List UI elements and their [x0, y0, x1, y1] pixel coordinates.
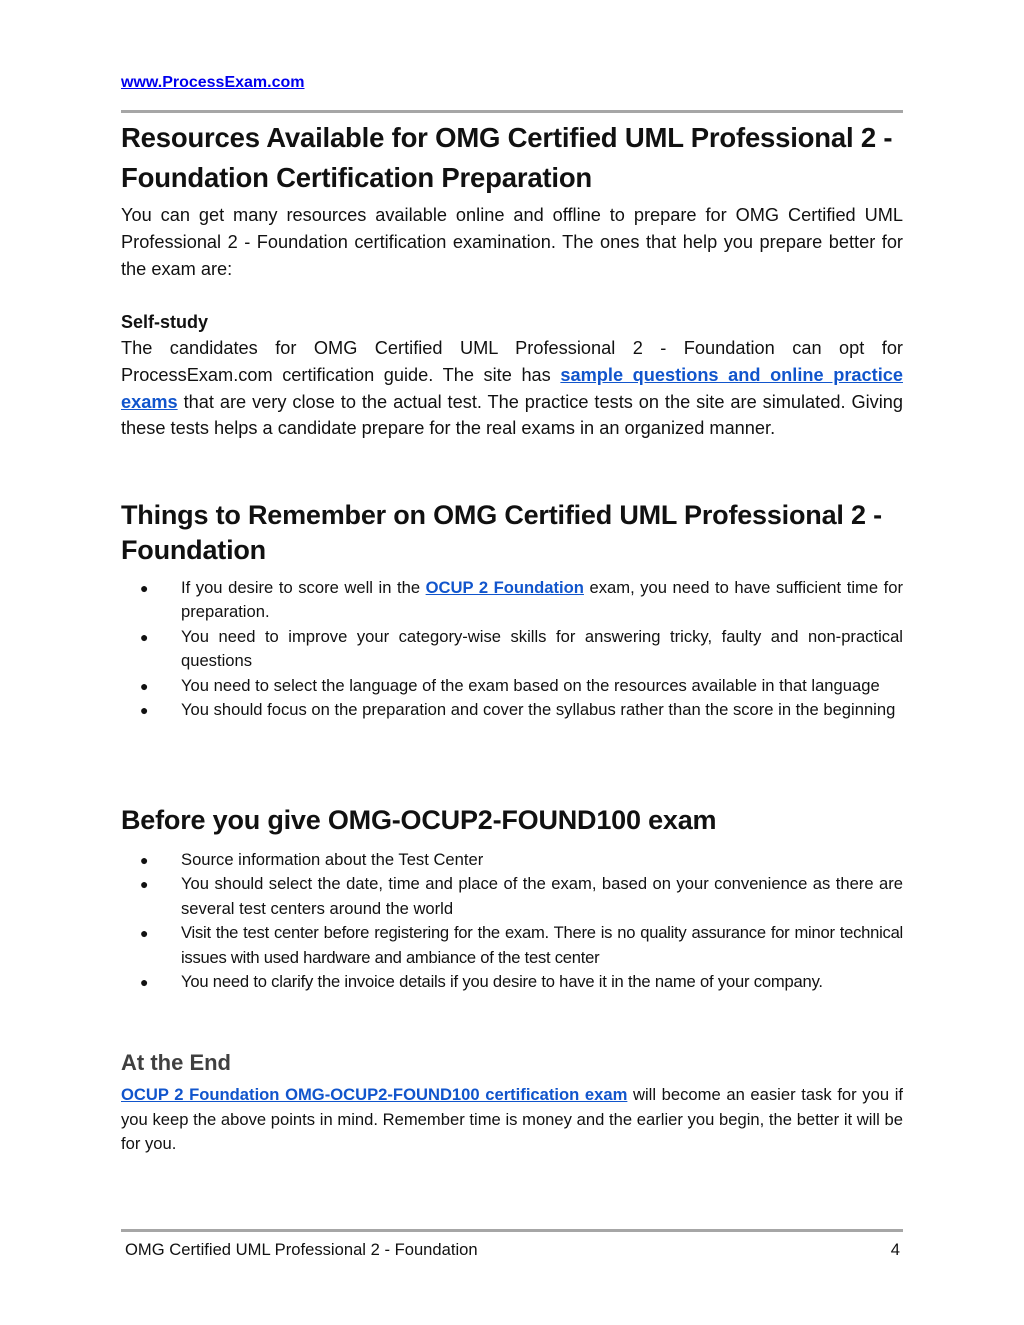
- item-text-after: exam, you need to have sufficient time for preparation.: [181, 578, 903, 622]
- certification-exam-link[interactable]: OCUP 2 Foundation OMG-OCUP2-FOUND100 certification exam: [121, 1085, 628, 1104]
- bullet-icon: ●: [140, 852, 149, 868]
- self-study-section: [121, 309, 903, 442]
- footer-title: OMG Certified UML Professional 2 - Foundation: [125, 1240, 478, 1259]
- list-item: [121, 674, 903, 698]
- footer-divider: [121, 1229, 903, 1232]
- bullet-icon: ●: [140, 974, 149, 991]
- ocup2-foundation-link[interactable]: OCUP 2 Foundation: [425, 578, 584, 597]
- list-item: [121, 698, 903, 722]
- things-heading: Things to Remember on OMG Certified UML Professional 2 - Foundation: [121, 500, 882, 565]
- list-item: [121, 625, 903, 674]
- before-heading: Before you give OMG-OCUP2-FOUND100 exam: [121, 805, 717, 835]
- list-item: [121, 848, 903, 872]
- page-number: 4: [890, 1240, 900, 1259]
- list-item: [121, 921, 903, 970]
- item-text-before: If you desire to score well in the: [181, 578, 426, 597]
- resources-intro: You can get many resources available online and offline to prepare for OMG Certified UML Professional 2 - Foundation certification examination. The ones that help you prepare better for the exam are:: [121, 205, 903, 279]
- bullet-icon: ●: [140, 876, 149, 893]
- item-text: Visit the test center before registering for the exam. There is no quality assurance for minor technical issues with used hardware and ambiance of the test center: [181, 923, 903, 967]
- things-section: [121, 498, 903, 722]
- self-study-paragraph: [121, 335, 903, 442]
- before-section: [121, 803, 903, 994]
- list-item: [121, 576, 903, 625]
- header-divider: [121, 110, 903, 113]
- end-section: [121, 1048, 903, 1157]
- item-text: You need to select the language of the exam based on the resources available in that language: [181, 675, 880, 695]
- self-study-text-after: that are very close to the actual test. The practice tests on the site are simulated. Giving these tests helps a candidate prepare for the real exams in an organized manner.: [121, 391, 903, 439]
- site-link[interactable]: www.ProcessExam.com: [121, 74, 305, 91]
- bullet-icon: ●: [140, 925, 149, 942]
- things-list: [121, 576, 903, 722]
- bullet-icon: ●: [140, 628, 149, 645]
- list-item: [121, 970, 903, 994]
- self-study-text-before: The candidates for OMG Certified UML Professional 2 - Foundation can opt for ProcessExam.com certification guide. The site has: [121, 338, 903, 385]
- end-text: will become an easier task for you if you keep the above points in mind. Remember time is money and the earlier you begin, the better it will be for you.: [121, 1085, 903, 1153]
- bullet-icon: ●: [140, 702, 149, 719]
- self-study-heading: Self-study: [121, 312, 209, 332]
- item-text: You should focus on the preparation and cover the syllabus rather than the score in the beginning: [181, 700, 896, 720]
- item-text: You need to clarify the invoice details if you desire to have it in the name of your company.: [181, 972, 823, 992]
- end-heading: At the End: [121, 1050, 231, 1075]
- end-paragraph: [121, 1083, 903, 1157]
- resources-section: [121, 118, 903, 282]
- before-list: [121, 848, 903, 994]
- list-item: [121, 872, 903, 921]
- bullet-icon: ●: [140, 677, 149, 694]
- resources-heading: Resources Available for OMG Certified UML Professional 2 - Foundation Certification Preparation: [121, 122, 893, 193]
- sample-questions-link[interactable]: sample questions and online practice exams: [121, 364, 903, 412]
- bullet-icon: ●: [140, 580, 149, 596]
- item-text: You should select the date, time and place of the exam, based on your convenience as there are several test centers around the world: [181, 874, 903, 918]
- item-text: Source information about the Test Center: [181, 850, 484, 869]
- item-text: You need to improve your category-wise skills for answering tricky, faulty and non-practical questions: [181, 626, 903, 671]
